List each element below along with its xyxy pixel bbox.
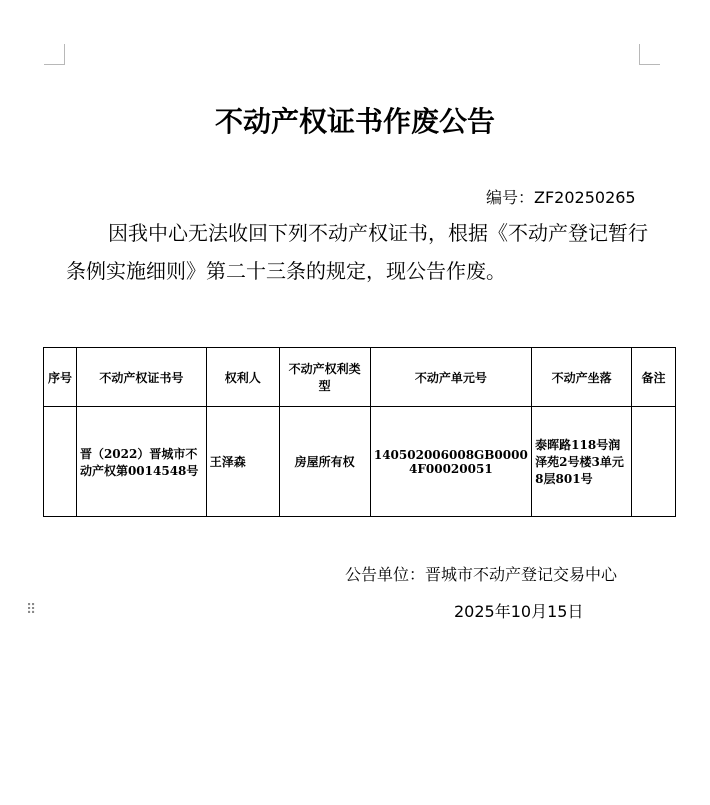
cell-unit-no: 140502006008GB00004F00020051 — [370, 407, 532, 517]
cell-location: 泰晖路118号润泽苑2号楼3单元8层801号 — [532, 407, 632, 517]
drag-handle-icon[interactable]: ⠿ — [26, 602, 36, 618]
announcement-unit: 公告单位：晋城市不动产登记交易中心 — [345, 565, 618, 584]
document-body: 因我中心无法收回下列不动产权证书，根据《不动产登记暂行条例实施细则》第二十三条的规定，现公告作废。 — [66, 221, 648, 283]
header-unit-no: 不动产单元号 — [370, 348, 532, 407]
cell-owner: 王泽森 — [206, 407, 279, 517]
document-number: 编号：ZF20250265 — [486, 188, 636, 207]
header-seq: 序号 — [44, 348, 77, 407]
header-remark: 备注 — [632, 348, 676, 407]
announcement-date: 2025年10月15日 — [454, 602, 584, 621]
cell-cert-no: 晋（2022）晋城市不动产权第0014548号 — [76, 407, 206, 517]
cell-seq — [44, 407, 77, 517]
table-header-row — [44, 348, 676, 407]
header-location: 不动产坐落 — [532, 348, 632, 407]
header-owner: 权利人 — [206, 348, 279, 407]
page-corner-marker-top-right — [639, 44, 660, 65]
document-title: 不动产权证书作废公告 — [214, 105, 495, 138]
header-cert-no: 不动产权证书号 — [76, 348, 206, 407]
cell-remark — [632, 407, 676, 517]
page-corner-marker-top-left — [44, 44, 65, 65]
table-row — [44, 407, 676, 517]
certificate-table — [43, 347, 676, 517]
cell-right-type: 房屋所有权 — [279, 407, 370, 517]
header-right-type: 不动产权利类型 — [279, 348, 370, 407]
